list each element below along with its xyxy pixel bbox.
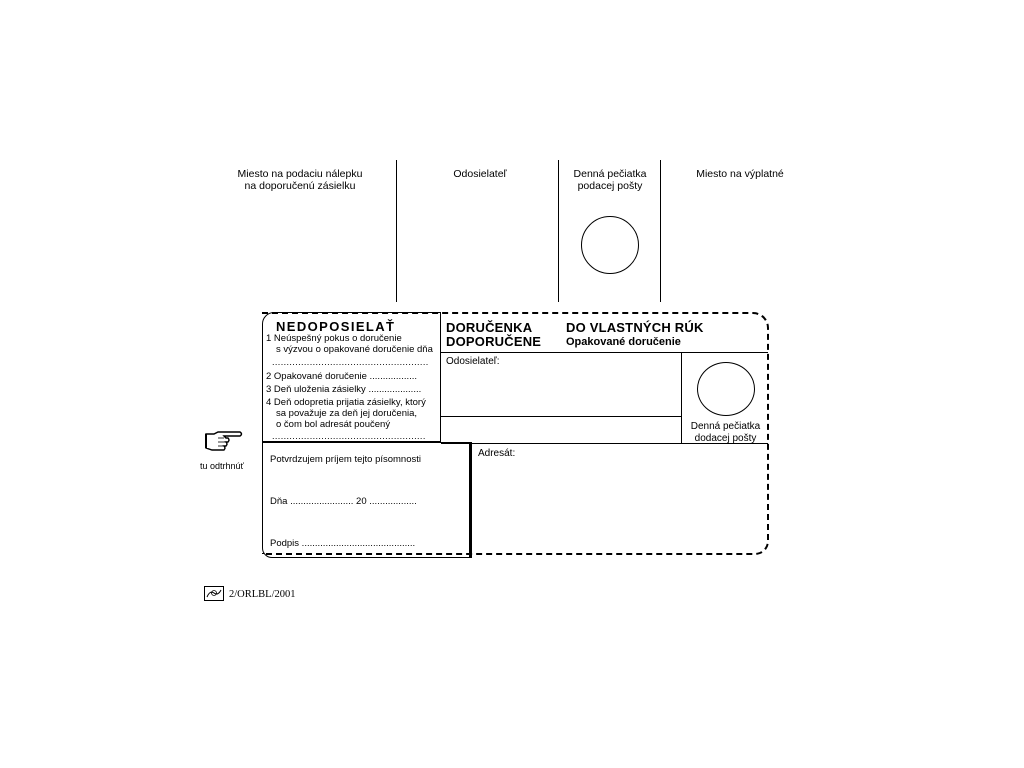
stamp-top-line1: Denná pečiatka bbox=[573, 168, 647, 180]
title-opakovane-dorucenie: Opakované doručenie bbox=[566, 336, 681, 348]
pointing-hand-icon bbox=[204, 430, 244, 452]
delivery-stamp-line1: Denná pečiatka bbox=[690, 421, 761, 432]
confirm-text: Potvrdzujem príjem tejto písomnosti bbox=[270, 454, 422, 465]
item3: 3 Deň uloženia zásielky .................... bbox=[266, 384, 422, 395]
item2: 2 Opakované doručenie .................. bbox=[266, 371, 418, 382]
sender-top-text: Odosielateľ bbox=[453, 168, 507, 180]
sticker-place-line1: Miesto na podaciu nálepku bbox=[237, 168, 363, 180]
item4-line3: o čom bol adresát poučený bbox=[276, 419, 391, 430]
sticker-place-line2: na doporučenú zásielku bbox=[244, 180, 356, 192]
item1-line1: 1 Neúspešný pokus o doručenie bbox=[266, 333, 402, 344]
sticker-place-label bbox=[220, 168, 380, 192]
item4-line1: 4 Deň odopretia prijatia zásielky, ktorý bbox=[266, 397, 426, 408]
date-field[interactable]: Dňa ........................ 20 .................. bbox=[270, 496, 417, 507]
form-code: 2/ORLBL/2001 bbox=[229, 589, 296, 600]
item1-line2: s výzvou o opakované doručenie dňa bbox=[276, 344, 433, 355]
stamp-top-line2: podacej pošty bbox=[577, 180, 643, 192]
postage-place-label bbox=[680, 168, 800, 180]
tear-off-label: tu odtrhnúť bbox=[200, 461, 244, 471]
delivery-stamp-label bbox=[683, 421, 768, 445]
stamp-top-label bbox=[560, 168, 660, 192]
top-divider-1 bbox=[396, 160, 397, 302]
recipient-label: Adresát: bbox=[478, 448, 516, 459]
delivery-stamp-line2: dodacej pošty bbox=[694, 433, 757, 444]
title-doruenka: DORUČENKA bbox=[446, 320, 533, 335]
signature-field[interactable]: Podpis ........................................... bbox=[270, 538, 416, 549]
postage-place-text: Miesto na výplatné bbox=[696, 168, 784, 180]
recipient-divider bbox=[469, 442, 472, 558]
top-divider-3 bbox=[660, 160, 661, 302]
item4-line2: sa považuje za deň jej doručenia, bbox=[276, 408, 418, 419]
posting-stamp-circle bbox=[581, 216, 639, 274]
item4-dots: ..................................................... bbox=[272, 431, 426, 441]
title-do-vlastnych-ruk: DO VLASTNÝCH RÚK bbox=[566, 320, 704, 335]
nedoposielat-heading: NEDOPOSIELAŤ bbox=[276, 319, 396, 334]
post-logo-icon bbox=[204, 586, 224, 601]
top-divider-2 bbox=[558, 160, 559, 302]
item1-dots: ...................................................... bbox=[272, 357, 429, 367]
delivery-stamp-circle bbox=[697, 362, 755, 416]
title-doporucene: DOPORUČENE bbox=[446, 334, 542, 349]
sender-top-label bbox=[420, 168, 540, 180]
sender-label: Odosielateľ: bbox=[446, 356, 500, 367]
sender-box-right bbox=[681, 352, 682, 444]
title-underline bbox=[441, 352, 768, 353]
sender-box-line bbox=[441, 416, 681, 417]
